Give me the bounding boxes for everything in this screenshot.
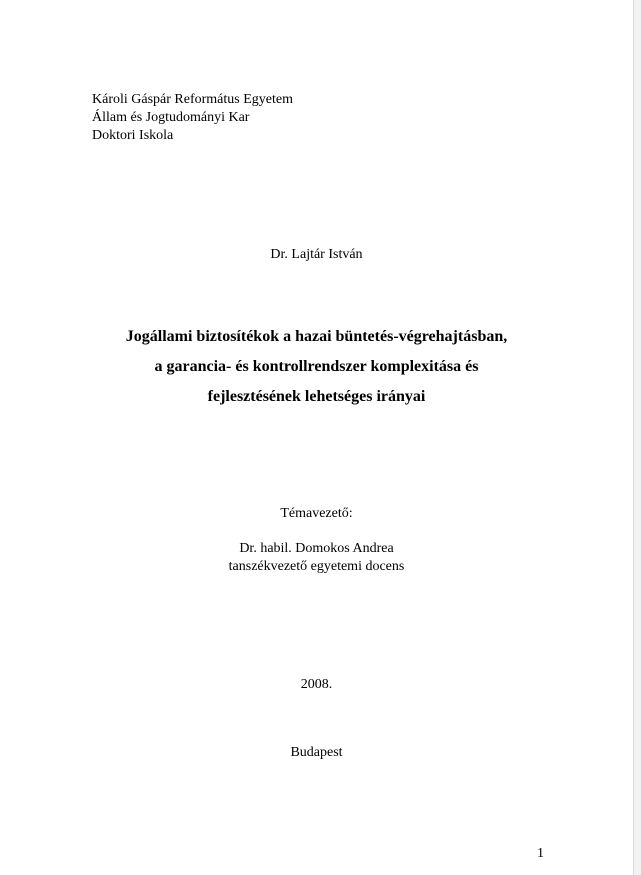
viewer-margin (633, 0, 641, 875)
publication-city: Budapest (290, 745, 343, 760)
page-number: 1 (537, 846, 544, 861)
doctoral-school-name: Doktori Iskola (92, 128, 174, 143)
page-border (633, 0, 634, 875)
author-name: Dr. Lajtár István (270, 247, 363, 262)
title-line: a garancia- és kontrollrendszer komplexitása és (154, 358, 479, 375)
institution-block (92, 91, 293, 145)
faculty-name: Állam és Jogtudományi Kar (92, 110, 250, 125)
thesis-title (0, 322, 633, 412)
title-line: Jogállami biztosítékok a hazai büntetés-végrehajtásban, (125, 328, 508, 345)
advisor-name: Dr. habil. Domokos Andrea (239, 541, 394, 556)
publication-year: 2008. (300, 677, 333, 692)
advisor-block (0, 540, 633, 576)
advisor-position: tanszékvezető egyetemi docens (228, 559, 405, 574)
university-name: Károli Gáspár Református Egyetem (92, 92, 293, 107)
advisor-label: Témavezető: (280, 506, 353, 521)
title-line: fejlesztésének lehetséges irányai (207, 388, 426, 405)
